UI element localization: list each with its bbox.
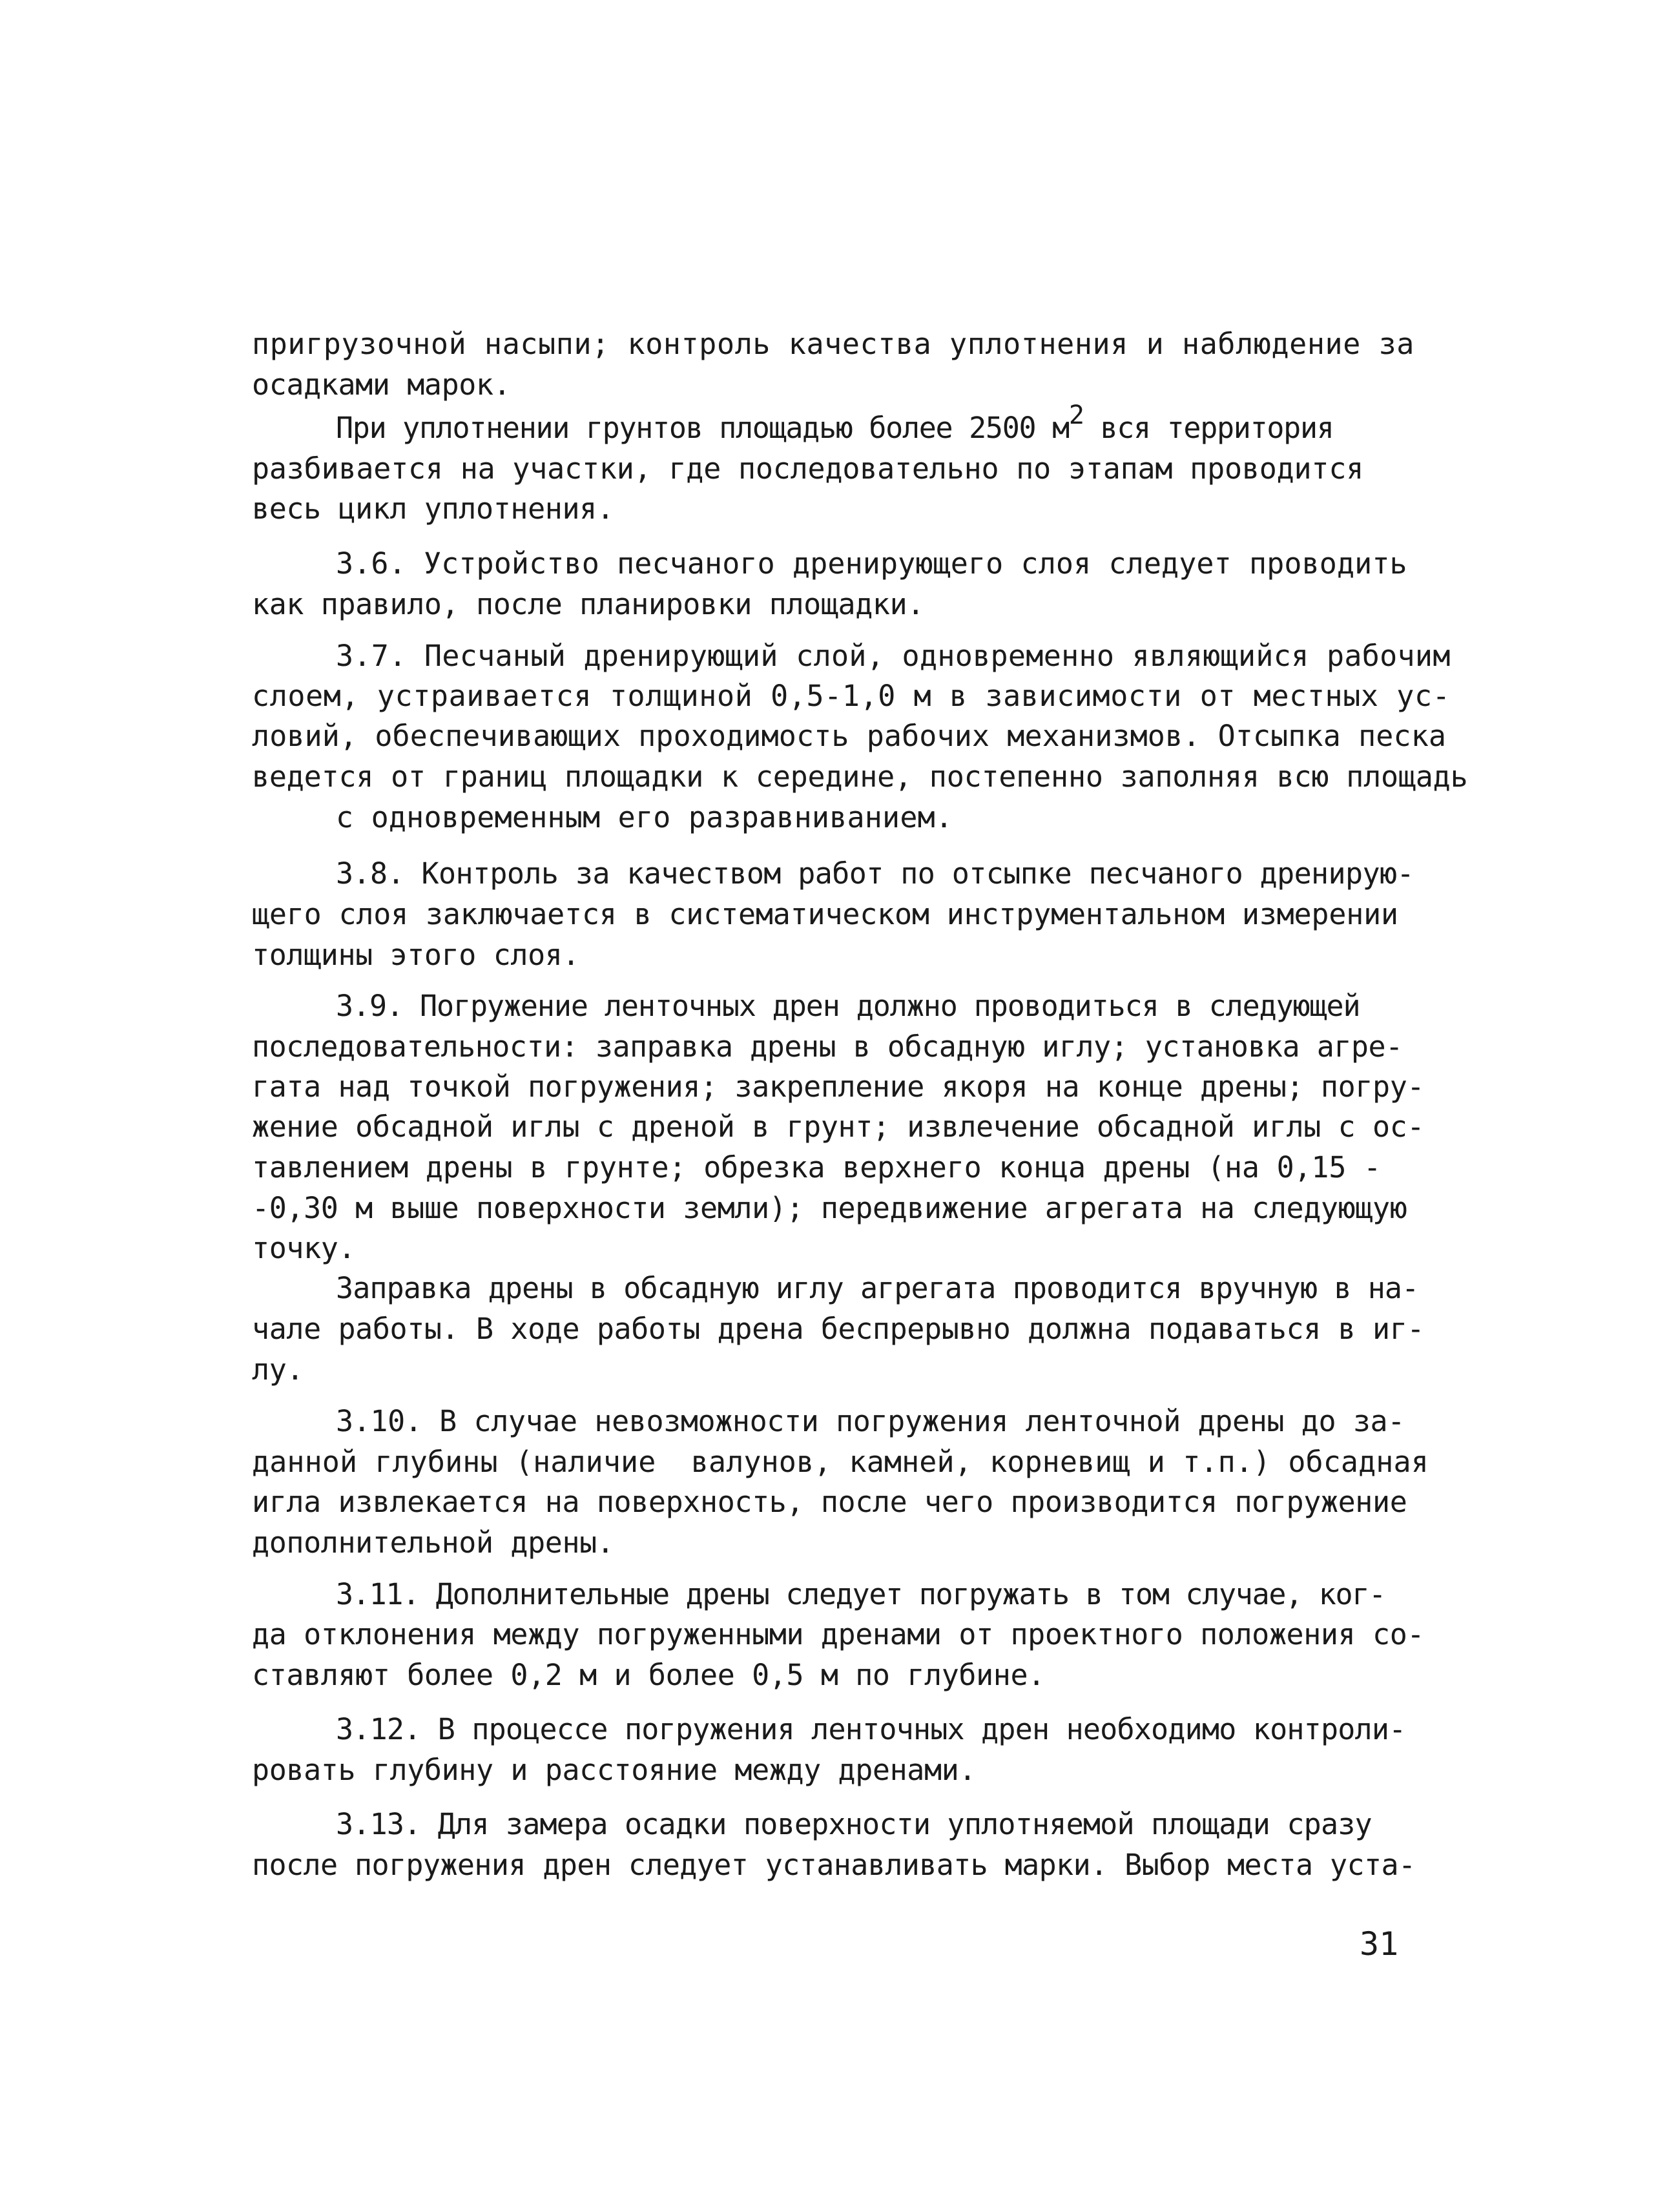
text-line: чале работы. В ходе работы дрена беспрерывно должна подаваться в иг- — [252, 1312, 1425, 1346]
superscript: 2 — [1068, 400, 1084, 430]
text-line: разбивается на участки, где последовательно по этапам проводится — [252, 451, 1364, 486]
text-fragment: При уплотнении грунтов площадью более 2500 м — [336, 411, 1069, 445]
text-line: последовательности: заправка дрены в обсадную иглу; установка агре- — [252, 1029, 1403, 1064]
text-line: 3.7. Песчаный дренирующий слой, одновременно являющийся рабочим — [336, 639, 1451, 673]
text-line: дополнительной дрены. — [252, 1525, 614, 1560]
text-line: ставляют более 0,2 м и более 0,5 м по глубине. — [252, 1658, 1045, 1692]
text-line: после погружения дрен следует устанавливать марки. Выбор места уста- — [252, 1848, 1416, 1882]
text-line: весь цикл уплотнения. — [252, 491, 614, 526]
text-line: да отклонения между погруженными дренами от проектного положения со- — [252, 1617, 1425, 1651]
text-line: ровать глубину и расстояние между дренами. — [252, 1753, 977, 1787]
text-line: 3.9. Погружение ленточных дрен должно проводиться в следующей — [336, 989, 1360, 1023]
text-line — [336, 400, 1334, 445]
text-line: слоем, устраивается толщиной 0,5-1,0 м в зависимости от местных ус- — [252, 679, 1451, 713]
text-line: -0,30 м выше поверхности земли); передвижение агрегата на следующую — [252, 1191, 1407, 1225]
text-line: ловий, обеспечивающих проходимость рабочих механизмов. Отсыпка песка — [252, 719, 1447, 753]
text-line: осадками марок. — [252, 367, 511, 402]
text-line: игла извлекается на поверхность, после чего производится погружение — [252, 1485, 1407, 1519]
text-line: с одновременным его разравниванием. — [336, 800, 953, 834]
text-line: 3.6. Устройство песчаного дренирующего слоя следует проводить — [336, 546, 1407, 581]
text-line: щего слоя заключается в систематическом инструментальном измерении — [252, 897, 1398, 931]
text-line: 3.10. В случае невозможности погружения ленточной дрены до за- — [336, 1404, 1405, 1438]
text-line: как правило, после планировки площадки. — [252, 587, 924, 621]
text-line: ведется от границ площадки к середине, постепенно заполняя всю площадь — [252, 760, 1468, 794]
text-line: лу. — [252, 1352, 304, 1387]
text-line: 3.8. Контроль за качеством работ по отсыпке песчаного дренирую- — [336, 856, 1414, 891]
text-line: пригрузочной насыпи; контроль качества уплотнения и наблюдение за — [252, 327, 1414, 361]
text-line: 3.13. Для замера осадки поверхности уплотняемой площади сразу — [336, 1807, 1372, 1841]
text-line: жение обсадной иглы с дреной в грунт; извлечение обсадной иглы с ос- — [252, 1110, 1425, 1144]
text-line: 3.11. Дополнительные дрены следует погружать в том случае, ког- — [336, 1577, 1385, 1611]
text-line: 3.12. В процессе погружения ленточных дрен необходимо контроли- — [336, 1712, 1406, 1746]
page-number: 31 — [1360, 1925, 1399, 1963]
text-line: данной глубины (наличие валунов, камней, корневищ и т.п.) обсадная — [252, 1445, 1429, 1479]
text-line: точку. — [252, 1231, 356, 1265]
text-line: гата над точкой погружения; закрепление якоря на конце дрены; погру- — [252, 1070, 1425, 1104]
text-line: Заправка дрены в обсадную иглу агрегата проводится вручную в на- — [336, 1271, 1419, 1305]
text-line: тавлением дрены в грунте; обрезка верхнего конца дрены (на 0,15 - — [252, 1150, 1381, 1184]
text-line: толщины этого слоя. — [252, 938, 580, 972]
text-fragment: вся территория — [1100, 411, 1334, 445]
